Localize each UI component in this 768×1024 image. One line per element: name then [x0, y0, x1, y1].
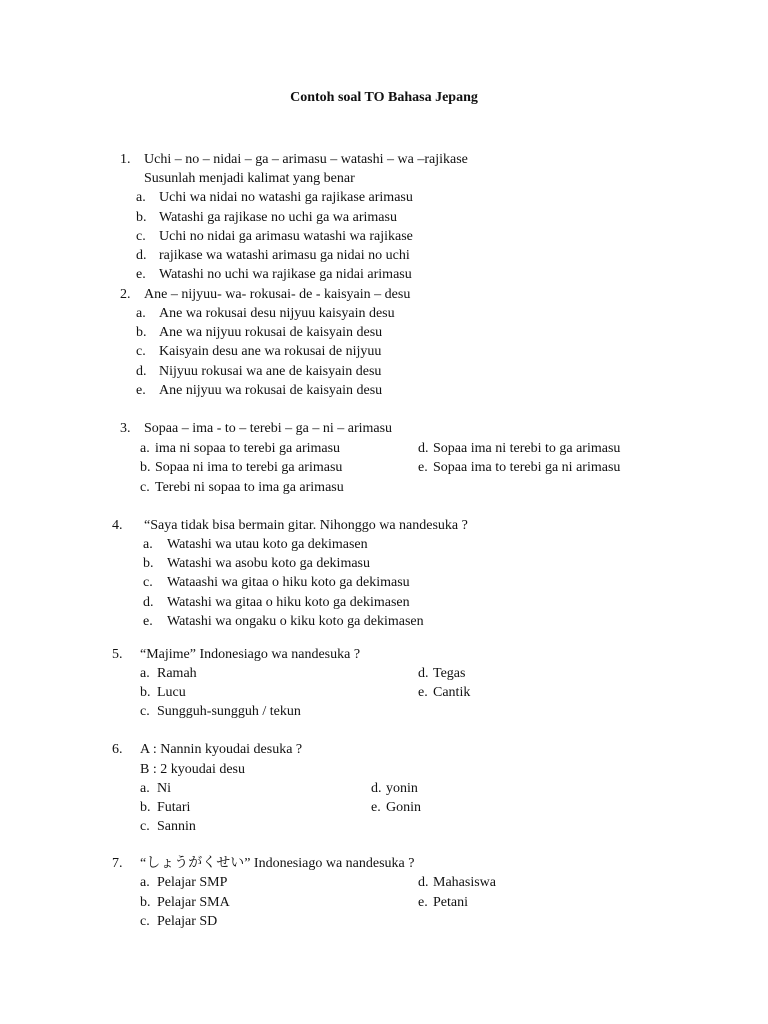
- option-text: Pelajar SMA: [157, 895, 230, 910]
- option-text: Watashi wa asobu koto ga dekimasu: [167, 556, 370, 571]
- option-text: Uchi no nidai ga arimasu watashi wa rajikase: [159, 229, 413, 244]
- option-letter: d.: [143, 595, 154, 610]
- option-letter: a.: [136, 306, 146, 321]
- option-letter: c.: [143, 575, 153, 590]
- option-text: Nijyuu rokusai wa ane de kaisyain desu: [159, 364, 382, 379]
- option-letter: a.: [140, 666, 150, 681]
- option-text: Cantik: [433, 685, 471, 700]
- option-text: yonin: [386, 781, 418, 796]
- option-text: Mahasiswa: [433, 875, 496, 890]
- option-letter: c.: [140, 914, 150, 929]
- option-letter: d.: [371, 781, 382, 796]
- option-text: Ni: [157, 781, 171, 796]
- option-letter: d.: [418, 875, 429, 890]
- option-letter: e.: [136, 267, 146, 282]
- option-letter: d.: [136, 248, 147, 263]
- option-letter: a.: [136, 190, 146, 205]
- option-letter: b.: [143, 556, 154, 571]
- option-text: Kaisyain desu ane wa rokusai de nijyuu: [159, 344, 382, 359]
- option-letter: c.: [136, 344, 146, 359]
- page-title: Contoh soal TO Bahasa Jepang: [290, 90, 478, 105]
- question-number: 4.: [112, 518, 123, 533]
- option-text: Sopaa ima ni terebi to ga arimasu: [433, 441, 621, 456]
- option-letter: e.: [418, 895, 428, 910]
- option-letter: d.: [418, 441, 429, 456]
- option-letter: e.: [143, 614, 153, 629]
- option-text: Pelajar SD: [157, 914, 218, 929]
- option-text: Watashi wa ongaku o kiku koto ga dekimasen: [167, 614, 424, 629]
- question-prompt-line-2: B : 2 kyoudai desu: [140, 762, 245, 777]
- option-text: ima ni sopaa to terebi ga arimasu: [155, 441, 341, 456]
- question-prompt: “Majime” Indonesiago wa nandesuka ?: [140, 647, 361, 662]
- option-text: Wataashi wa gitaa o hiku koto ga dekimasu: [167, 575, 410, 590]
- option-letter: b.: [136, 325, 147, 340]
- question-number: 3.: [120, 421, 131, 436]
- option-text: Watashi ga rajikase no uchi ga wa arimasu: [159, 210, 397, 225]
- option-letter: c.: [140, 480, 150, 495]
- option-letter: e.: [418, 460, 428, 475]
- question-prompt: Sopaa – ima - to – terebi – ga – ni – arimasu: [144, 421, 393, 436]
- question-number: 2.: [120, 287, 131, 302]
- option-letter: c.: [140, 819, 150, 834]
- option-letter: b.: [140, 685, 151, 700]
- option-letter: b.: [140, 800, 151, 815]
- question-prompt: “しょうがくせい” Indonesiago wa nandesuka ?: [140, 856, 415, 871]
- option-text: Gonin: [386, 800, 421, 815]
- option-letter: e.: [418, 685, 428, 700]
- option-letter: e.: [371, 800, 381, 815]
- option-text: Pelajar SMP: [157, 875, 228, 890]
- option-text: rajikase wa watashi arimasu ga nidai no uchi: [159, 248, 410, 263]
- option-text: Watashi no uchi wa rajikase ga nidai arimasu: [159, 267, 412, 282]
- option-text: Tegas: [433, 666, 466, 681]
- question-number: 7.: [112, 856, 123, 871]
- option-letter: d.: [418, 666, 429, 681]
- option-text: Ramah: [157, 666, 197, 681]
- option-letter: a.: [143, 537, 153, 552]
- option-letter: c.: [140, 704, 150, 719]
- option-text: Watashi wa gitaa o hiku koto ga dekimasen: [167, 595, 410, 610]
- option-text: Uchi wa nidai no watashi ga rajikase arimasu: [159, 190, 413, 205]
- option-text: Ane nijyuu wa rokusai de kaisyain desu: [159, 383, 383, 398]
- option-text: Terebi ni sopaa to ima ga arimasu: [155, 480, 344, 495]
- option-letter: b.: [136, 210, 147, 225]
- option-text: Petani: [433, 895, 468, 910]
- question-prompt: Ane – nijyuu- wa- rokusai- de - kaisyain – desu: [144, 287, 411, 302]
- option-letter: a.: [140, 441, 150, 456]
- question-prompt: Uchi – no – nidai – ga – arimasu – watashi – wa –rajikase: [144, 152, 468, 167]
- question-instruction: Susunlah menjadi kalimat yang benar: [144, 171, 355, 186]
- question-number: 1.: [120, 152, 131, 167]
- question-prompt: A : Nannin kyoudai desuka ?: [140, 742, 303, 757]
- option-text: Ane wa nijyuu rokusai de kaisyain desu: [159, 325, 383, 340]
- option-letter: a.: [140, 875, 150, 890]
- option-text: Lucu: [157, 685, 186, 700]
- question-prompt: “Saya tidak bisa bermain gitar. Nihonggo wa nandesuka ?: [144, 518, 468, 533]
- option-letter: b.: [140, 460, 151, 475]
- option-letter: a.: [140, 781, 150, 796]
- question-number: 5.: [112, 647, 123, 662]
- option-text: Sopaa ni ima to terebi ga arimasu: [155, 460, 343, 475]
- option-letter: d.: [136, 364, 147, 379]
- option-letter: b.: [140, 895, 151, 910]
- option-text: Futari: [157, 800, 191, 815]
- option-text: Ane wa rokusai desu nijyuu kaisyain desu: [159, 306, 395, 321]
- option-text: Sungguh-sungguh / tekun: [157, 704, 301, 719]
- option-text: Sannin: [157, 819, 196, 834]
- option-letter: c.: [136, 229, 146, 244]
- option-text: Watashi wa utau koto ga dekimasen: [167, 537, 368, 552]
- question-number: 6.: [112, 742, 123, 757]
- option-text: Sopaa ima to terebi ga ni arimasu: [433, 460, 621, 475]
- option-letter: e.: [136, 383, 146, 398]
